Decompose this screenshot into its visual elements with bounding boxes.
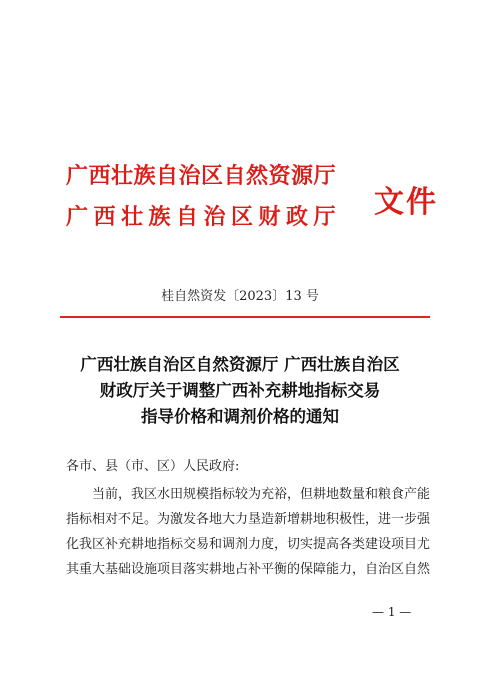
document-title-line-2: 财政厅关于调整广西补充耕地指标交易 — [99, 381, 381, 400]
document-title-line-3: 指导价格和调剂价格的通知 — [141, 407, 339, 426]
body-text-line: 其重大基础设施项目落实耕地占补平衡的保障能力，自治区自然 — [66, 562, 431, 577]
issuer-name-natural-resources: 广西壮族自治区自然资源厅 — [66, 164, 337, 189]
body-text-line: 当前，我区水田规模指标较为充裕，但耕地数量和粮食产能 — [92, 487, 431, 502]
document-number: 桂自然资发〔2023〕13 号 — [161, 289, 319, 304]
salutation: 各市、县（市、区）人民政府: — [66, 459, 240, 474]
body-text-line: 指标相对不足。为激发各地大力垦造新增耕地积极性，进一步强 — [66, 512, 431, 527]
document-mark: 文件 — [374, 185, 438, 220]
page-number: — 1 — — [372, 605, 412, 619]
red-separator-line — [60, 316, 430, 318]
document-title-line-1: 广西壮族自治区自然资源厅 广西壮族自治区 — [80, 355, 400, 374]
issuer-name-finance: 广西壮族自治区财政厅 — [66, 205, 342, 230]
body-text-line: 化我区补充耕地指标交易和调剂力度，切实提高各类建设项目尤 — [66, 537, 431, 552]
